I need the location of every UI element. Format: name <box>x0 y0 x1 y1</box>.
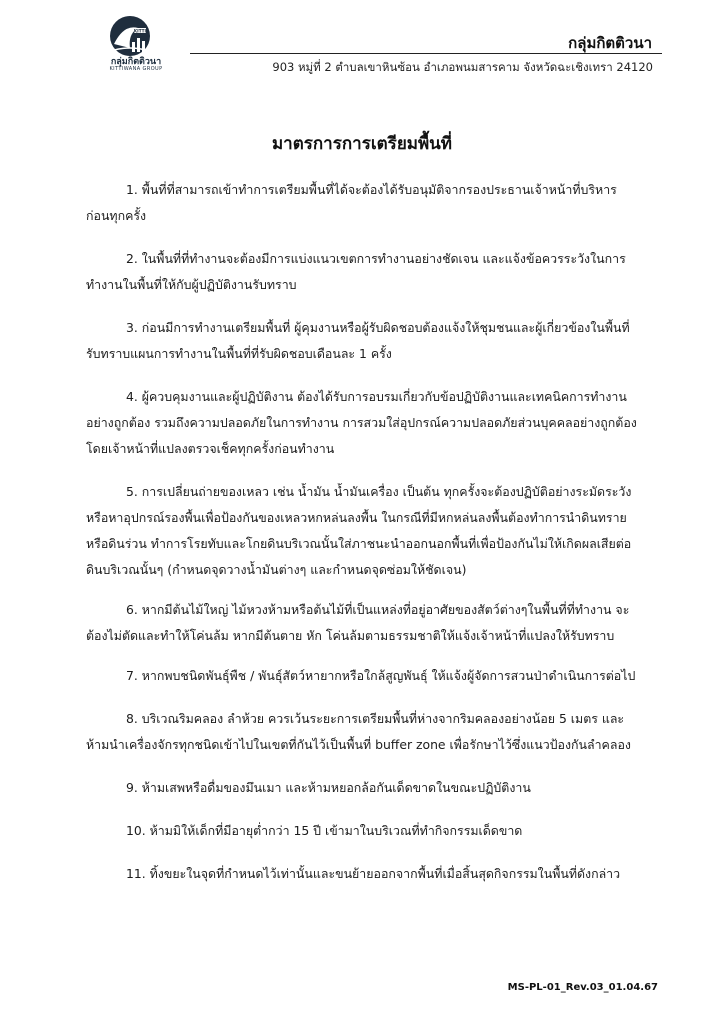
document-title: มาตรการการเตรียมพื้นที่ <box>271 134 453 154</box>
measures-list <box>86 177 644 904</box>
measure-item: 7. หากพบชนิดพันธุ์พืช / พันธุ์สัตว์หายากหรือใกล้สูญพันธุ์ ให้แจ้งผู้จัดการสวนป่าดำเนินการต่อไป <box>126 668 636 683</box>
measure-item: 3. ก่อนมีการทำงานเตรียมพื้นที่ ผู้คุมงานหรือผู้รับผิดชอบต้องแจ้งให้ชุมชนและผู้เกี่ยวข้องในพื้นที่รับทราบแผนการทำงานในพื้นที่ที่รับผิดชอบเดือนละ 1 ครั้ง <box>86 320 630 361</box>
measure-item: 8. บริเวณริมคลอง ลำห้วย ควรเว้นระยะการเตรียมพื้นที่ห่างจากริมคลองอย่างน้อย 5 เมตร และห้ามนำเครื่องจักรทุกชนิดเข้าไปในเขตที่กันไว้เป็นพื้นที่ buffer zone เพื่อรักษาไว้ซึ่งแนวป้องกันลำคลอง <box>86 711 631 752</box>
measure-item: 11. ทิ้งขยะในจุดที่กำหนดไว้เท่านั้นและขนย้ายออกจากพื้นที่เมื่อสิ้นสุดกิจกรรมในพื้นที่ดังกล่าว <box>126 866 621 881</box>
document-code: MS-PL-01_Rev.03_01.04.67 <box>507 982 658 993</box>
organization-address: 903 หมู่ที่ 2 ตำบลเขาหินซ้อน อำเภอพนมสารคาม จังหวัดฉะเชิงเทรา 24120 <box>272 60 653 74</box>
measure-item: 10. ห้ามมิให้เด็กที่มีอายุต่ำกว่า 15 ปี เข้ามาในบริเวณที่ทำกิจกรรมเด็ดขาด <box>126 823 523 838</box>
logo-name: กลุ่มกิตติวนา <box>110 57 162 67</box>
measure-item: 1. พื้นที่ที่สามารถเข้าทำการเตรียมพื้นที่ได้จะต้องได้รับอนุมัติจากรองประธานเจ้าหน้าที่บริหาร ก่อนทุกครั้ง <box>86 182 617 223</box>
measure-item: 9. ห้ามเสพหรือดื่มของมึนเมา และห้ามหยอกล้อกันเด็ดขาดในขณะปฏิบัติงาน <box>126 780 531 795</box>
header-divider <box>190 53 662 54</box>
kittiwana-logo-icon <box>104 14 156 58</box>
measure-item: 4. ผู้ควบคุมงานและผู้ปฏิบัติงาน ต้องได้รับการอบรมเกี่ยวกับข้อปฏิบัติงานและเทคนิคการทำงานอย่างถูกต้อง รวมถึงความปลอดภัยในการทำงาน การสวมใส่อุปกรณ์ความปลอดภัยส่วนบุคคลอย่างถูกต้อง โดยเจ้าหน้าที่แปลงตรวจเช็คทุกครั้งก่อนทำงาน <box>86 389 637 456</box>
logo-badge-text: KITTI <box>133 28 147 34</box>
measure-item: 5. การเปลี่ยนถ่ายของเหลว เช่น น้ำมัน น้ำมันเครื่อง เป็นต้น ทุกครั้งจะต้องปฏิบัติอย่างระมัดระวังหรือหาอุปกรณ์รองพื้นเพื่อป้องกันของเหลวหกหล่นลงพื้น ในกรณีที่มีหกหล่นลงพื้นต้องทำการนำดินทราย หรือดินร่วน ทำการโรยทับและโกยดินบริเวณนั้นใส่ภาชนะนำออกนอกพื้นที่เพื่อป้องกันไม่ให้เกิดผลเสียต่อดินบริเวณนั้นๆ (กำหนดจุดวางน้ำมันต่างๆ และกำหนดจุดซ่อมให้ชัดเจน) <box>86 484 632 577</box>
measure-item: 6. หากมีต้นไม้ใหญ่ ไม้หวงห้ามหรือต้นไม้ที่เป็นแหล่งที่อยู่อาศัยของสัตว์ต่างๆในพื้นที่ที่ทำงาน จะต้องไม่ตัดและทำให้โค่นล้ม หากมีต้นตาย หัก โค่นล้มตามธรรมชาติให้แจ้งเจ้าหน้าที่แปลงให้รับทราบ <box>86 602 630 643</box>
measure-item: 2. ในพื้นที่ที่ทำงานจะต้องมีการแบ่งแนวเขตการทำงานอย่างชัดเจน และแจ้งข้อควรระวังในการทำงานในพื้นที่ให้กับผู้ปฏิบัติงานรับทราบ <box>86 251 626 292</box>
organization-name: กลุ่มกิตติวนา <box>568 34 652 52</box>
logo-subtitle: KITTIWANA GROUP <box>109 66 163 72</box>
company-logo <box>96 14 186 76</box>
